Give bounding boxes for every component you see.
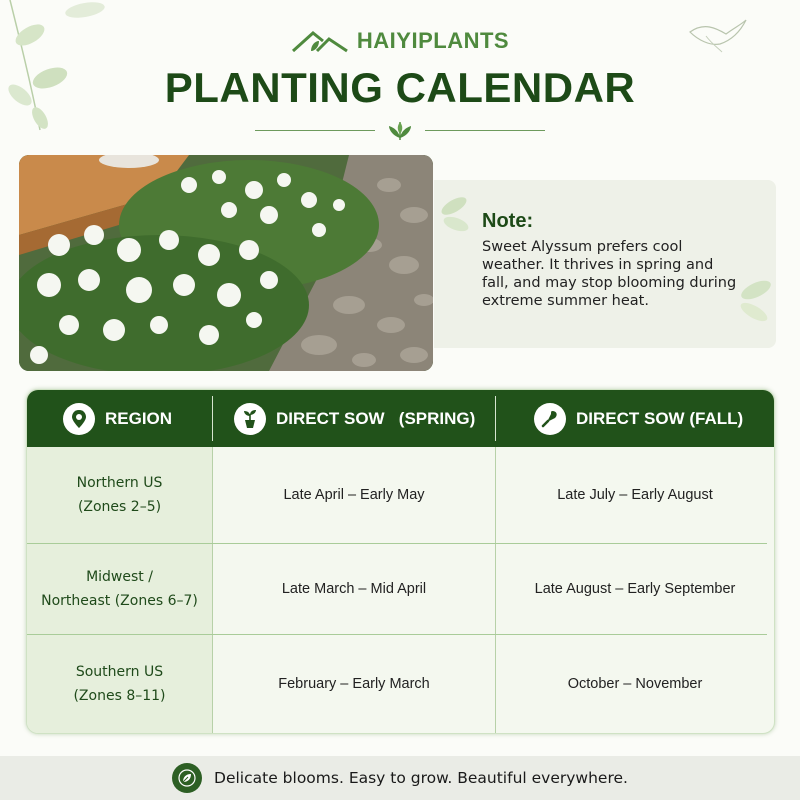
note-body: Sweet Alyssum prefers cool weather. It thrives in spring and fall, and may stop blooming during extreme summer heat. bbox=[482, 239, 737, 309]
table-row-region: Midwest / Northeast (Zones 6–7) bbox=[41, 569, 198, 609]
table-row-region: Southern US (Zones 8–11) bbox=[73, 664, 166, 704]
title-divider bbox=[250, 118, 550, 142]
footer-tagline: Delicate blooms. Easy to grow. Beautiful everywhere. bbox=[214, 769, 628, 787]
table-row-fall: Late July – Early August bbox=[557, 487, 713, 503]
location-pin-icon bbox=[63, 403, 95, 435]
table-header bbox=[27, 390, 774, 447]
alyssum-photo bbox=[19, 155, 433, 371]
header-spring: DIRECT SOW (SPRING) bbox=[234, 390, 475, 447]
table-row-spring: Late March – Mid April bbox=[281, 581, 427, 597]
trowel-icon bbox=[534, 403, 566, 435]
house-leaf-icon bbox=[291, 29, 349, 53]
header-fall: DIRECT SOW (FALL) bbox=[534, 390, 743, 447]
table-row-region: Northern US (Zones 2–5) bbox=[76, 475, 163, 515]
planting-table bbox=[26, 389, 775, 734]
table-row-fall: Late August – Early September bbox=[534, 581, 736, 597]
sprout-icon bbox=[385, 120, 415, 140]
header-region: REGION bbox=[63, 390, 172, 447]
leaf-badge-icon bbox=[172, 763, 202, 793]
brand-name: HAIYIPLANTS bbox=[356, 28, 510, 53]
note-title: Note: bbox=[482, 210, 534, 232]
table-row-spring: Late April – Early May bbox=[283, 487, 425, 503]
footer-banner bbox=[0, 756, 800, 800]
table-row-spring: February – Early March bbox=[278, 676, 430, 692]
page-title: PLANTING CALENDAR bbox=[164, 64, 636, 111]
table-row-fall: October – November bbox=[567, 676, 703, 692]
leaf-decoration bbox=[434, 188, 474, 238]
note-card bbox=[434, 180, 776, 348]
seedling-pot-icon bbox=[234, 403, 266, 435]
brand-logo bbox=[0, 28, 800, 54]
